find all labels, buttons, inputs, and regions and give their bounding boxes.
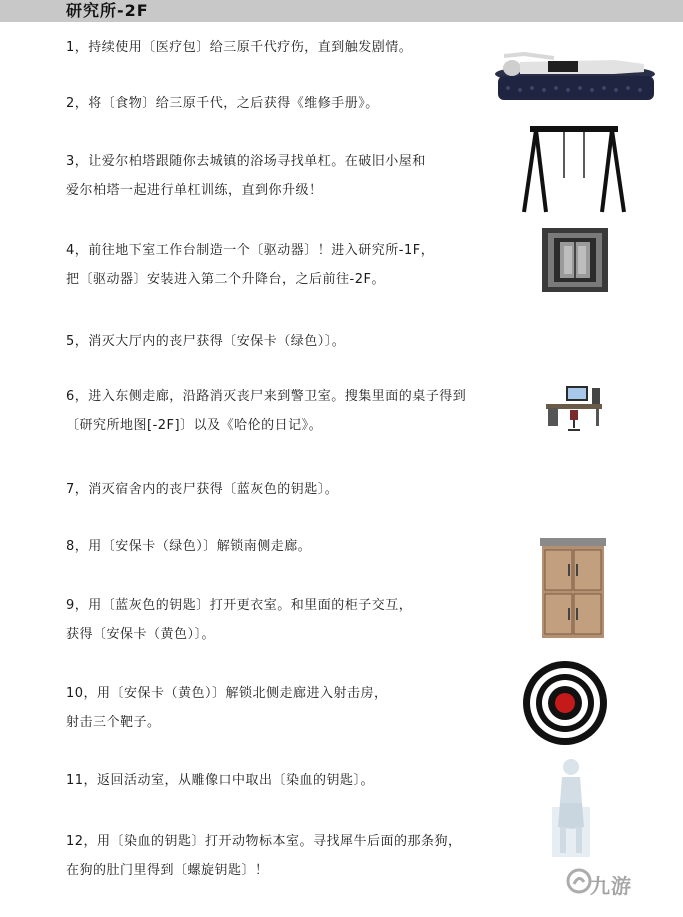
step-11 xyxy=(66,766,506,795)
step-line: 〔研究所地图[-2F]〕以及《哈伦的日记》。 xyxy=(66,418,323,433)
step-line: 7，消灭宿舍内的丧尸获得〔蓝灰色的钥匙〕。 xyxy=(66,482,339,497)
bed-icon xyxy=(494,46,656,104)
step-line: 3，让爱尔柏塔跟随你去城镇的浴场寻找单杠。在破旧小屋和 xyxy=(66,154,426,169)
step-line: 10，用〔安保卡（黄色）〕解锁北侧走廊进入射击房， xyxy=(66,686,388,701)
step-line: 2，将〔食物〕给三原千代，之后获得《维修手册》。 xyxy=(66,96,379,111)
step-6 xyxy=(66,382,506,440)
watermark-logo-icon xyxy=(566,868,592,894)
step-1 xyxy=(66,33,506,62)
step-2 xyxy=(66,89,506,118)
step-line: 6，进入东侧走廊，沿路消灭丧尸来到警卫室。搜集里面的桌子得到 xyxy=(66,389,467,404)
step-3 xyxy=(66,147,506,205)
step-line: 4，前往地下室工作台制造一个〔驱动器〕！进入研究所-1F， xyxy=(66,243,435,258)
target-icon xyxy=(522,660,608,746)
step-5 xyxy=(66,327,506,356)
step-line: 爱尔柏塔一起进行单杠训练，直到你升级！ xyxy=(66,183,323,198)
step-line: 在狗的肚门里得到〔螺旋钥匙〕！ xyxy=(66,863,269,878)
desk-icon xyxy=(540,382,606,434)
page-header xyxy=(0,0,683,22)
step-line: 把〔驱动器〕安装进入第二个升降台，之后前往-2F。 xyxy=(66,272,385,287)
step-line: 射击三个靶子。 xyxy=(66,715,161,730)
step-line: 12，用〔染血的钥匙〕打开动物标本室。寻找犀牛后面的那条狗， xyxy=(66,834,462,849)
step-line: 8，用〔安保卡（绿色）〕解锁南侧走廊。 xyxy=(66,539,312,554)
page-title: 研究所-2F xyxy=(66,1,149,20)
elevator-icon xyxy=(542,228,608,292)
statue-icon xyxy=(550,757,592,859)
step-line: 9，用〔蓝灰色的钥匙〕打开更衣室。和里面的柜子交互， xyxy=(66,598,413,613)
locker-icon xyxy=(540,538,606,640)
pullup-bar-icon xyxy=(520,122,628,214)
watermark-text: 九游 xyxy=(590,874,632,898)
step-9 xyxy=(66,591,506,649)
step-line: 11，返回活动室，从雕像口中取出〔染血的钥匙〕。 xyxy=(66,773,375,788)
step-4 xyxy=(66,236,506,294)
step-line: 5，消灭大厅内的丧尸获得〔安保卡（绿色）〕。 xyxy=(66,334,346,349)
step-8 xyxy=(66,532,506,561)
step-10 xyxy=(66,679,506,737)
step-line: 1，持续使用〔医疗包〕给三原千代疗伤，直到触发剧情。 xyxy=(66,40,413,55)
step-12 xyxy=(66,827,506,885)
step-7 xyxy=(66,475,506,504)
step-line: 获得〔安保卡（黄色）〕。 xyxy=(66,627,216,642)
